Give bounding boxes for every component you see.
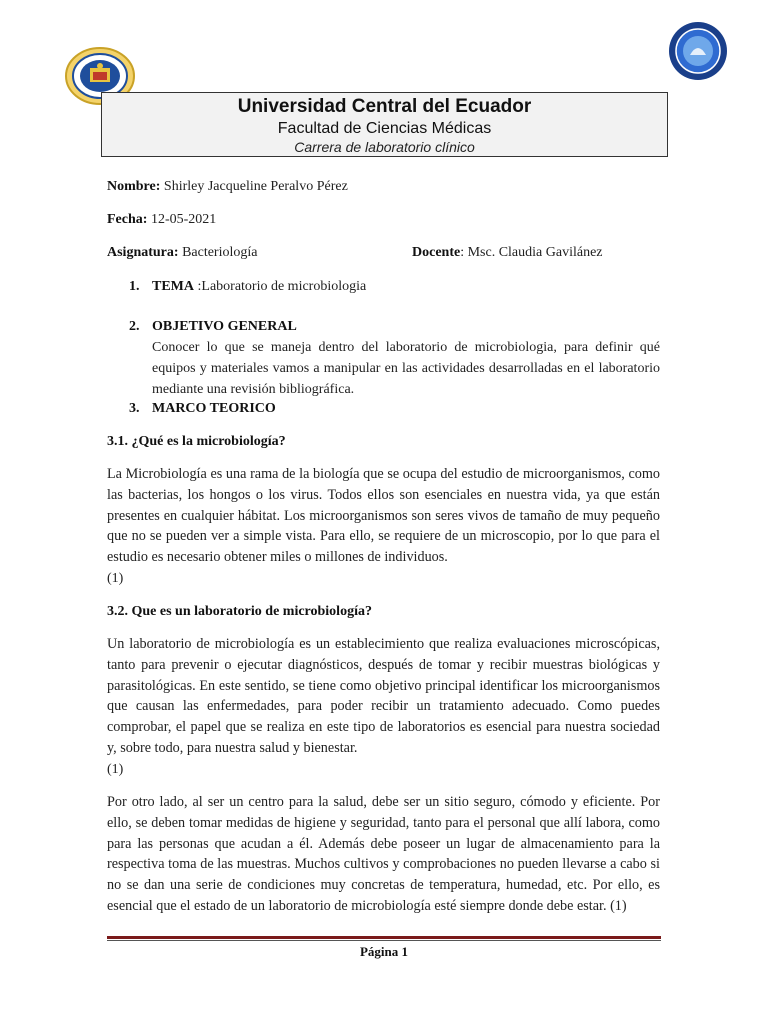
page-number: Página 1 bbox=[359, 944, 409, 959]
docente-label: Docente bbox=[412, 245, 461, 260]
footer-rule-thin bbox=[107, 940, 661, 941]
subsection-3-1-title: 3.1. ¿Qué es la microbiología? bbox=[107, 434, 286, 449]
subsection-3-2-title: 3.2. Que es un laboratorio de microbiología? bbox=[107, 604, 372, 619]
subsection-3-1-reference: (1) bbox=[107, 571, 124, 586]
fecha-line bbox=[107, 209, 216, 230]
subsection-3-2-text-2: Por otro lado, al ser un centro para la salud, debe ser un sitio seguro, cómodo y eficiente. Por ello, se deben tomar medidas de higiene y seguridad, tanto para el personal que allí labora, como para las personas que acudan a él. Además debe poseer un lugar de almacenamiento para la respectiva toma de las muestras. Muchos cultivos y comprobaciones no pueden llevarse a cabo si no se dan una serie de condiciones muy concretas de temperatura, humedad, etc. Por ello, es esencial que el estado de un laboratorio de microbiología esté siempre donde debe estar. (1) bbox=[107, 794, 660, 914]
fecha-value: 12-05-2021 bbox=[150, 212, 217, 227]
nombre-value: Shirley Jacqueline Peralvo Pérez bbox=[163, 179, 348, 194]
subsection-3-2-text: Un laboratorio de microbiología es un establecimiento que realiza evaluaciones microscópicas, tanto para prevenir o ejecutar diagnósticos, después de tomar y recibir muestras biológicas y parasitológicas. En este sentido, se tiene como objetivo principal identificar los microorganismos que causan las enfermedades, para poder recibir un tratamiento adecuado. Como puedes comprobar, el papel que se realiza en este tipo de laboratorios es esencial para nuestra sociedad y, sobre todo, para nuestra salud y bienestar. bbox=[107, 636, 660, 756]
section-2-number: 2. bbox=[129, 319, 140, 334]
asignatura-line bbox=[107, 242, 257, 263]
document-header bbox=[101, 92, 668, 157]
docente-line bbox=[412, 242, 603, 263]
section-1-text: :Laboratorio de microbiologia bbox=[197, 279, 367, 294]
subsection-3-2-reference: (1) bbox=[107, 762, 124, 777]
faculty-seal-logo bbox=[668, 21, 728, 81]
docente-value: : Msc. Claudia Gavilánez bbox=[460, 245, 603, 260]
section-1-number: 1. bbox=[129, 279, 140, 294]
asignatura-label: Asignatura: bbox=[107, 245, 179, 260]
nombre-line bbox=[107, 176, 348, 197]
subsection-3-1-text: La Microbiología es una rama de la biología que se ocupa del estudio de microorganismos, como las bacterias, los hongos o los virus. Todos ellos son esenciales en nuestra vida, ya que están presentes en cualquier hábitat. Los microorganismos son seres vivos de tamaño de muy pequeño que no se pueden ver a simple vista. Para ello, se requiere de un microscopio, por lo que para el estudio es necesario obtener miles o millones de individuos. bbox=[107, 466, 660, 566]
section-3-number: 3. bbox=[129, 401, 140, 416]
footer-rule bbox=[107, 936, 661, 939]
section-2-text: Conocer lo que se maneja dentro del laboratorio de microbiologia, para definir qué equipos y materiales vamos a manipular en las actividades desarrolladas en el laboratorio mediante una revisión bibliográfica. bbox=[152, 340, 660, 397]
university-name: Universidad Central del Ecuador bbox=[237, 96, 532, 117]
career-name: Carrera de laboratorio clínico bbox=[294, 139, 475, 155]
fecha-label: Fecha: bbox=[107, 212, 148, 227]
asignatura-value: Bacteriología bbox=[182, 245, 258, 260]
nombre-label: Nombre: bbox=[107, 179, 161, 194]
faculty-name: Facultad de Ciencias Médicas bbox=[277, 120, 492, 137]
section-1-title: TEMA bbox=[152, 279, 194, 294]
section-1-line bbox=[152, 276, 366, 297]
section-3-title: MARCO TEORICO bbox=[152, 401, 276, 416]
section-2-title: OBJETIVO GENERAL bbox=[152, 319, 297, 334]
